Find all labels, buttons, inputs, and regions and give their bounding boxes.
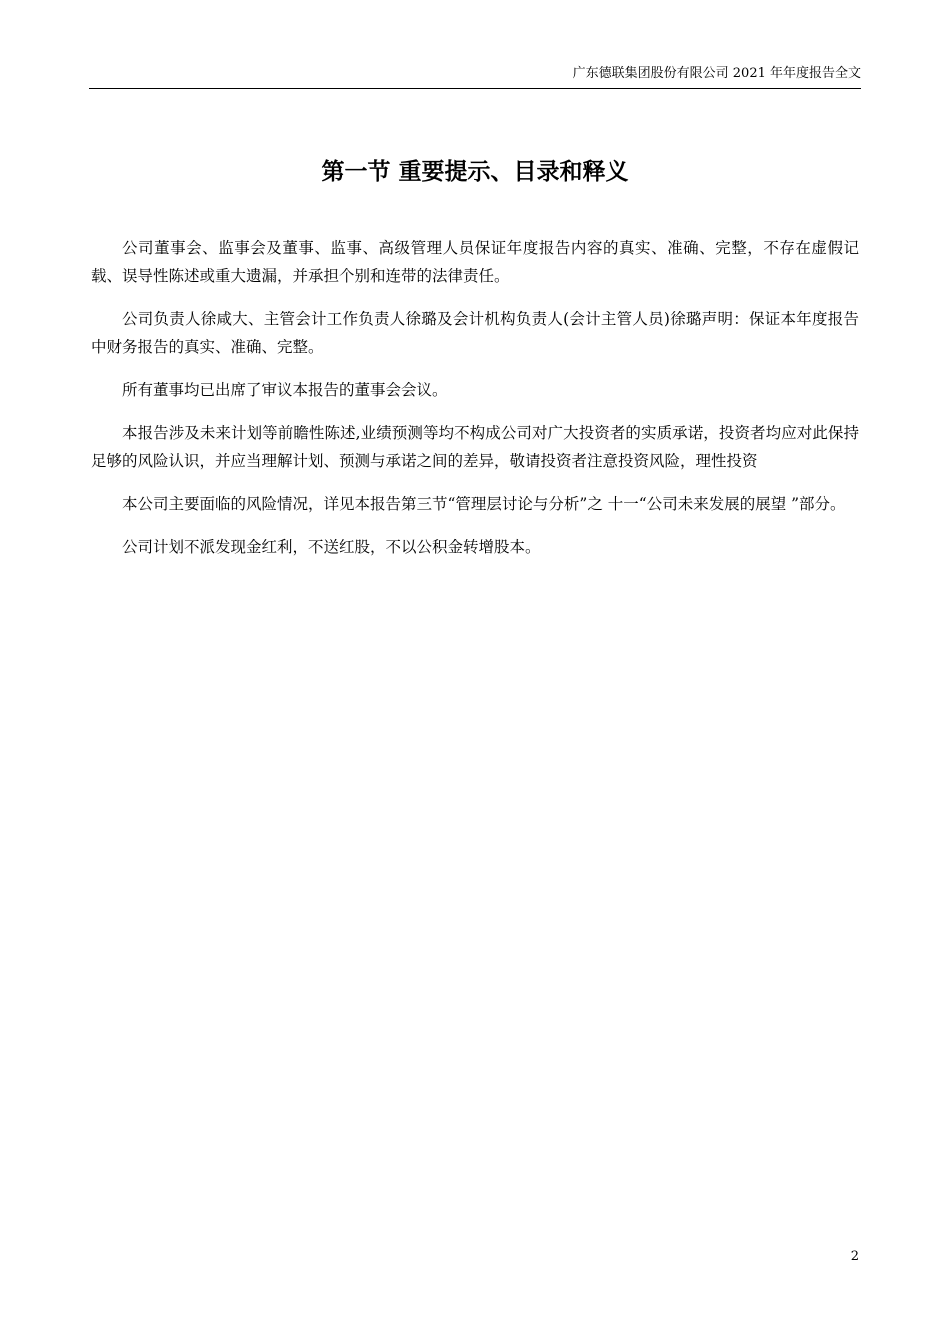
paragraph-directors-attendance: 所有董事均已出席了审议本报告的董事会会议。 <box>122 381 448 399</box>
header-divider <box>89 88 861 89</box>
paragraph-dividend-plan: 公司计划不派发现金红利，不送红股，不以公积金转增股本。 <box>122 538 541 556</box>
paragraph-risk-reference: 本公司主要面临的风险情况，详见本报告第三节“管理层讨论与分析”之 十一“公司未来发展的展望 ”部分。 <box>122 495 846 513</box>
section-title: 第一节 重要提示、目录和释义 <box>321 158 629 185</box>
running-header: 广东德联集团股份有限公司 2021 年年度报告全文 <box>572 66 861 81</box>
page-number: 2 <box>850 1249 859 1264</box>
paragraph-forward-looking: 本报告涉及未来计划等前瞻性陈述,业绩预测等均不构成公司对广大投资者的实质承诺，投资者均应对此保持足够的风险认识，并应当理解计划、预测与承诺之间的差异，敬请投资者注意投资风险，理性投资 <box>91 424 859 470</box>
important-notice-body <box>91 234 859 576</box>
paragraph-board-guarantee: 公司董事会、监事会及董事、监事、高级管理人员保证年度报告内容的真实、准确、完整，不存在虚假记载、误导性陈述或重大遗漏，并承担个别和连带的法律责任。 <box>91 239 859 285</box>
paragraph-responsible-persons: 公司负责人徐咸大、主管会计工作负责人徐璐及会计机构负责人(会计主管人员)徐璐声明：保证本年度报告中财务报告的真实、准确、完整。 <box>91 310 859 356</box>
